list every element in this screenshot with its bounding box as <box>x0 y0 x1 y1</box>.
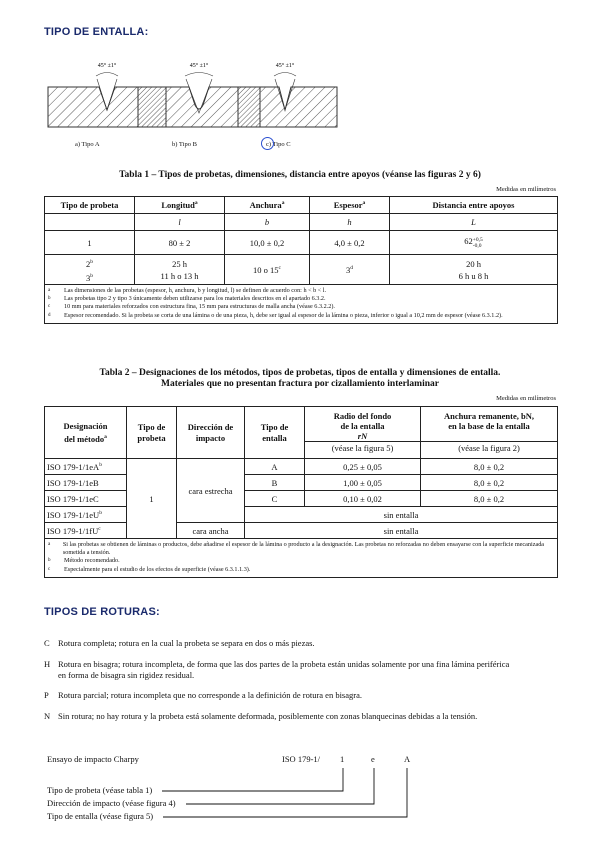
table1-col-type: Tipo de probeta <box>45 197 135 214</box>
table1-symbol-row: l b h L <box>45 214 558 231</box>
notch-a-angle-label: 45° ±1° <box>97 63 117 69</box>
table1-row: 1 80 ± 2 10,0 ± 0,2 4,0 ± 0,2 62+0,5 -0,0 <box>45 231 558 255</box>
table1-distance-cell: 62+0,5 -0,0 <box>390 231 558 255</box>
notch-a-caption: a) Tipo A <box>75 141 100 148</box>
break-type-item: H Rotura en bisagra; rotura incompleta, de forma que las dos partes de la probeta están unidas solamente por una fina lámina periférica en forma de bisagra sin rigidez residual. <box>44 659 510 680</box>
break-type-item: N Sin rotura; no hay rotura y la probeta está solamente deformada, posiblemente con zonas blanquecinas debidas a la tensión. <box>44 711 478 721</box>
table2-notes: a Si las probetas se obtienen de láminas o productos, debe añadirse el espesor de la lámina o producto a la designación. Las probetas no reforzadas no deben ensayarse con la superficie mecanizada sometida a tensión. b Método recomendado. c Especialmente para el estudio de los efectos de superficie (véase 6.3.1.1.3). <box>48 541 545 573</box>
table1-row: 2$^b$ 3$^b$ 25 h 11 h o 13 h 10 o 15$^c$ 3$^d$ 20 h 6 h u 8 h <box>45 255 558 285</box>
table2-row: ISO $179-1/1eU^b$ sin entalla <box>45 507 558 523</box>
table2-units: Medidas en milímetros <box>496 395 556 402</box>
table1-units: Medidas en milímetros <box>496 186 556 193</box>
designation-part-specimen: 1 <box>340 754 345 764</box>
table1-notes: a Las dimensiones de las probetas (espesor, h, anchura, b y longitud, l) se definen de acuerdo con: h < b < l. b Las probetas tipo 2 y tipo 3 únicamente deben utilizarse para los materiales descritos en el apartado 6.3.2. c 10 mm para materiales reforzados con estructura fina, 15 mm para estructuras de malla ancha (véase 6.3.2.2). d Espesor recomendado. Si la probeta se corta de una lámina o de una pieza, h, debe ser igual al espesor de la lámina o pieza, inferior o igual a 10,2 mm de espesor (véase 6.3.1.2). <box>48 287 503 319</box>
break-types-heading: TIPOS DE ROTURAS: <box>44 606 160 618</box>
table2-header-row: Designación del método$^a$ Tipo de probeta Dirección de impacto Tipo de entalla Radio del fondo de la entalla rN (véase la figura 5) Anchura remanente, bN, en la base de la entalla (véase la figura 2) <box>45 407 558 459</box>
table2-title: Tabla 2 – Designaciones de los métodos, tipos de probetas, tipos de entalla y dimensiones de entalla. Materiales que no presentan fractura por cizallamiento interlaminar <box>99 368 501 389</box>
break-type-item: P Rotura parcial; rotura incompleta que no corresponde a la definición de rotura en bisagra. <box>44 690 362 700</box>
legend-specimen-type: Tipo de probeta (véase tabla 1) <box>47 785 153 795</box>
table1-title: Tabla 1 – Tipos de probetas, dimensiones, distancia entre apoyos (véanse las figuras 2 y 6) <box>119 170 481 180</box>
table2-row: ISO $179-1/1fU^c$ cara ancha sin entalla <box>45 523 558 539</box>
table2-row: ISO 179-1/1eB B 1,00 ± 0,05 8,0 ± 0,2 <box>45 475 558 491</box>
notch-c-angle-label: 45° ±1° <box>275 63 295 69</box>
designation-code: ISO 179-1/ <box>282 754 321 764</box>
table2-row: ISO $179-1/1eA^b$ 1 cara estrecha A 0,25 ± 0,05 8,0 ± 0,2 <box>45 459 558 475</box>
notch-c-caption: c) Tipo C <box>266 141 291 148</box>
designation-part-notch: A <box>404 754 411 764</box>
notch-type-heading: TIPO DE ENTALLA: <box>44 26 149 38</box>
table1-col-width: Anchura$^a$ <box>225 197 310 214</box>
designation-label: Ensayo de impacto Charpy <box>47 754 139 764</box>
notch-b-caption: b) Tipo B <box>172 141 197 148</box>
notch-b-angle-label: 45° ±1° <box>189 63 209 69</box>
table1-col-thickness: Espesor$^a$ <box>310 197 390 214</box>
legend-notch-type: Tipo de entalla (véase figura 5) <box>47 811 154 821</box>
designation-part-direction: e <box>371 754 375 764</box>
table1-col-distance: Distancia entre apoyos <box>390 197 558 214</box>
table1-col-length: Longitud$^a$ <box>135 197 225 214</box>
legend-impact-direction: Dirección de impacto (véase figura 4) <box>47 798 176 808</box>
table2-row: ISO 179-1/1eC C 0,10 ± 0,02 8,0 ± 0,2 <box>45 491 558 507</box>
break-type-item: C Rotura completa; rotura en la cual la probeta se separa en dos o más piezas. <box>44 638 315 648</box>
